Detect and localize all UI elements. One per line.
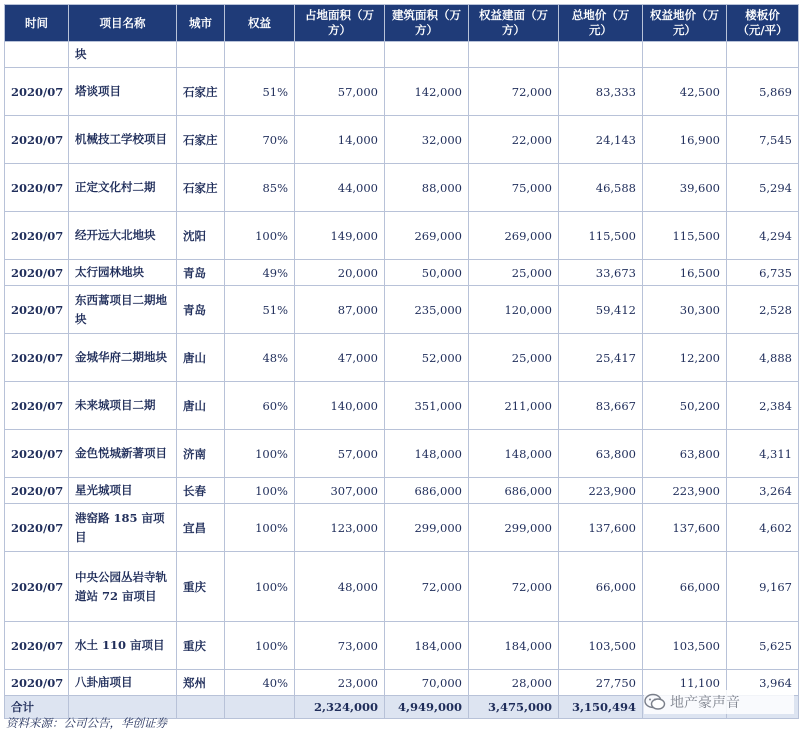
table-row [5, 260, 799, 286]
row-floor-price: 4,294 [727, 212, 799, 260]
row-date: 2020/07 [5, 430, 69, 478]
row-equity-gfa: 25,000 [469, 260, 559, 286]
row-city: 重庆 [177, 552, 225, 622]
table-row [5, 334, 799, 382]
row-project-name: 东西蒿项目二期地块 [69, 286, 177, 334]
row-equity-price: 137,600 [643, 504, 727, 552]
row-total-price: 25,417 [559, 334, 643, 382]
row-land-area: 140,000 [295, 382, 385, 430]
row-equity: 100% [225, 430, 295, 478]
header-equity-gfa: 权益建面（万方） [469, 5, 559, 42]
row-date: 2020/07 [5, 622, 69, 670]
table-header-row [5, 5, 799, 42]
row-equity-gfa: 269,000 [469, 212, 559, 260]
row-floor-price: 3,964 [727, 670, 799, 696]
row-land-area: 14,000 [295, 116, 385, 164]
row-equity: 60% [225, 382, 295, 430]
row-floor-price: 9,167 [727, 552, 799, 622]
row-city: 宜昌 [177, 504, 225, 552]
table-row [5, 504, 799, 552]
row-equity-gfa: 686,000 [469, 478, 559, 504]
row-total-price: 83,333 [559, 68, 643, 116]
row-equity: 49% [225, 260, 295, 286]
row-city: 沈阳 [177, 212, 225, 260]
row-floor-price: 2,384 [727, 382, 799, 430]
row-project-name: 机械技工学校项目 [69, 116, 177, 164]
row-gfa: 148,000 [385, 430, 469, 478]
row-equity: 85% [225, 164, 295, 212]
row-floor-price: 4,602 [727, 504, 799, 552]
row-equity-price: 66,000 [643, 552, 727, 622]
header-equity: 权益 [225, 5, 295, 42]
row-date: 2020/07 [5, 286, 69, 334]
row-equity-price: 103,500 [643, 622, 727, 670]
row-floor-price: 3,264 [727, 478, 799, 504]
row-project-name: 八卦庙项目 [69, 670, 177, 696]
row-land-area: 23,000 [295, 670, 385, 696]
table-row [5, 478, 799, 504]
row-project-name: 水土 110 亩项目 [69, 622, 177, 670]
row-equity-gfa: 120,000 [469, 286, 559, 334]
row-total-price: 33,673 [559, 260, 643, 286]
header-floor-price: 楼板价（元/平） [727, 5, 799, 42]
row-equity-price: 39,600 [643, 164, 727, 212]
row-total-price: 63,800 [559, 430, 643, 478]
row-date: 2020/07 [5, 552, 69, 622]
row-equity: 100% [225, 622, 295, 670]
header-city: 城市 [177, 5, 225, 42]
row-equity: 100% [225, 504, 295, 552]
row-land-area: 307,000 [295, 478, 385, 504]
row-city: 长春 [177, 478, 225, 504]
row-gfa: 50,000 [385, 260, 469, 286]
row-project-name: 星光城项目 [69, 478, 177, 504]
row-gfa: 88,000 [385, 164, 469, 212]
row-equity-gfa: 72,000 [469, 552, 559, 622]
row-gfa: 686,000 [385, 478, 469, 504]
row-total-price: 115,500 [559, 212, 643, 260]
row-equity-price: 223,900 [643, 478, 727, 504]
row-equity: 100% [225, 478, 295, 504]
row-project-name: 正定文化村二期 [69, 164, 177, 212]
row-equity-price: 63,800 [643, 430, 727, 478]
row-total-price: 103,500 [559, 622, 643, 670]
table-row [5, 286, 799, 334]
row-project-name: 未来城项目二期 [69, 382, 177, 430]
table-row [5, 622, 799, 670]
row-date: 2020/07 [5, 504, 69, 552]
row-floor-price: 5,294 [727, 164, 799, 212]
row-date: 2020/07 [5, 164, 69, 212]
row-equity-price: 115,500 [643, 212, 727, 260]
row-land-area: 87,000 [295, 286, 385, 334]
row-city: 唐山 [177, 382, 225, 430]
row-land-area: 57,000 [295, 430, 385, 478]
row-city: 青岛 [177, 286, 225, 334]
row-date: 2020/07 [5, 382, 69, 430]
header-land-area: 占地面积（万方） [295, 5, 385, 42]
row-land-area: 149,000 [295, 212, 385, 260]
row-total-price: 223,900 [559, 478, 643, 504]
row-equity-gfa: 184,000 [469, 622, 559, 670]
row-equity-gfa: 22,000 [469, 116, 559, 164]
source-note: 资料来源：公司公告，华创证券 [6, 716, 167, 730]
row-gfa: 299,000 [385, 504, 469, 552]
row-project-name: 港窑路 185 亩项目 [69, 504, 177, 552]
row-equity: 40% [225, 670, 295, 696]
row-project-name: 中央公园丛岩寺轨道站 72 亩项目 [69, 552, 177, 622]
row-equity-gfa: 299,000 [469, 504, 559, 552]
row-equity-gfa: 72,000 [469, 68, 559, 116]
row-equity: 70% [225, 116, 295, 164]
row-project-name: 经开远大北地块 [69, 212, 177, 260]
carry-date [5, 42, 69, 68]
row-equity: 51% [225, 68, 295, 116]
row-total-price: 83,667 [559, 382, 643, 430]
row-land-area: 44,000 [295, 164, 385, 212]
row-date: 2020/07 [5, 478, 69, 504]
header-total-price: 总地价（万元） [559, 5, 643, 42]
row-equity: 51% [225, 286, 295, 334]
total-land-area: 2,324,000 [295, 696, 385, 719]
carry-over-row [5, 42, 799, 68]
total-equity-gfa: 3,475,000 [469, 696, 559, 719]
row-floor-price: 4,888 [727, 334, 799, 382]
row-floor-price: 2,528 [727, 286, 799, 334]
row-land-area: 47,000 [295, 334, 385, 382]
row-equity: 100% [225, 212, 295, 260]
row-gfa: 351,000 [385, 382, 469, 430]
row-total-price: 59,412 [559, 286, 643, 334]
row-date: 2020/07 [5, 116, 69, 164]
row-date: 2020/07 [5, 212, 69, 260]
row-floor-price: 4,311 [727, 430, 799, 478]
row-city: 石家庄 [177, 164, 225, 212]
table-row [5, 68, 799, 116]
watermark-text: 地产豪声音 [670, 695, 740, 711]
row-land-area: 123,000 [295, 504, 385, 552]
row-date: 2020/07 [5, 334, 69, 382]
row-equity-price: 11,100 [643, 670, 727, 696]
row-gfa: 52,000 [385, 334, 469, 382]
table-row [5, 116, 799, 164]
table-row [5, 430, 799, 478]
row-equity: 100% [225, 552, 295, 622]
row-date: 2020/07 [5, 260, 69, 286]
row-land-area: 73,000 [295, 622, 385, 670]
row-equity-price: 50,200 [643, 382, 727, 430]
row-total-price: 24,143 [559, 116, 643, 164]
row-gfa: 70,000 [385, 670, 469, 696]
row-land-area: 48,000 [295, 552, 385, 622]
row-land-area: 20,000 [295, 260, 385, 286]
total-gfa: 4,949,000 [385, 696, 469, 719]
total-label: 合计 [5, 696, 69, 719]
row-floor-price: 5,625 [727, 622, 799, 670]
row-equity-price: 30,300 [643, 286, 727, 334]
row-gfa: 72,000 [385, 552, 469, 622]
row-equity-gfa: 25,000 [469, 334, 559, 382]
row-city: 石家庄 [177, 68, 225, 116]
row-gfa: 235,000 [385, 286, 469, 334]
row-city: 郑州 [177, 670, 225, 696]
wechat-icon [644, 693, 666, 711]
table-row [5, 164, 799, 212]
row-equity-gfa: 28,000 [469, 670, 559, 696]
row-equity-price: 12,200 [643, 334, 727, 382]
table-row [5, 212, 799, 260]
carry-name: 块 [69, 42, 177, 68]
row-equity-gfa: 148,000 [469, 430, 559, 478]
row-city: 济南 [177, 430, 225, 478]
row-equity-gfa: 75,000 [469, 164, 559, 212]
row-gfa: 142,000 [385, 68, 469, 116]
row-equity-price: 16,500 [643, 260, 727, 286]
header-date: 时间 [5, 5, 69, 42]
row-project-name: 太行园林地块 [69, 260, 177, 286]
row-project-name: 金城华府二期地块 [69, 334, 177, 382]
row-equity-price: 16,900 [643, 116, 727, 164]
row-date: 2020/07 [5, 68, 69, 116]
row-city: 青岛 [177, 260, 225, 286]
row-city: 重庆 [177, 622, 225, 670]
row-floor-price: 5,869 [727, 68, 799, 116]
row-date: 2020/07 [5, 670, 69, 696]
row-equity: 48% [225, 334, 295, 382]
table-row [5, 382, 799, 430]
row-gfa: 32,000 [385, 116, 469, 164]
row-city: 唐山 [177, 334, 225, 382]
row-floor-price: 7,545 [727, 116, 799, 164]
row-total-price: 137,600 [559, 504, 643, 552]
watermark [644, 690, 794, 714]
row-equity-gfa: 211,000 [469, 382, 559, 430]
row-floor-price: 6,735 [727, 260, 799, 286]
land-acquisition-table [4, 4, 799, 719]
row-gfa: 184,000 [385, 622, 469, 670]
row-project-name: 金色悦城新著项目 [69, 430, 177, 478]
row-city: 石家庄 [177, 116, 225, 164]
row-project-name: 塔谈项目 [69, 68, 177, 116]
row-total-price: 27,750 [559, 670, 643, 696]
row-land-area: 57,000 [295, 68, 385, 116]
row-total-price: 46,588 [559, 164, 643, 212]
header-gfa: 建筑面积（万方） [385, 5, 469, 42]
row-total-price: 66,000 [559, 552, 643, 622]
header-equity-price: 权益地价（万元） [643, 5, 727, 42]
total-total-price: 3,150,494 [559, 696, 643, 719]
table-row [5, 552, 799, 622]
row-equity-price: 42,500 [643, 68, 727, 116]
header-project-name: 项目名称 [69, 5, 177, 42]
row-gfa: 269,000 [385, 212, 469, 260]
land-acquisition-table-wrap [4, 4, 798, 719]
